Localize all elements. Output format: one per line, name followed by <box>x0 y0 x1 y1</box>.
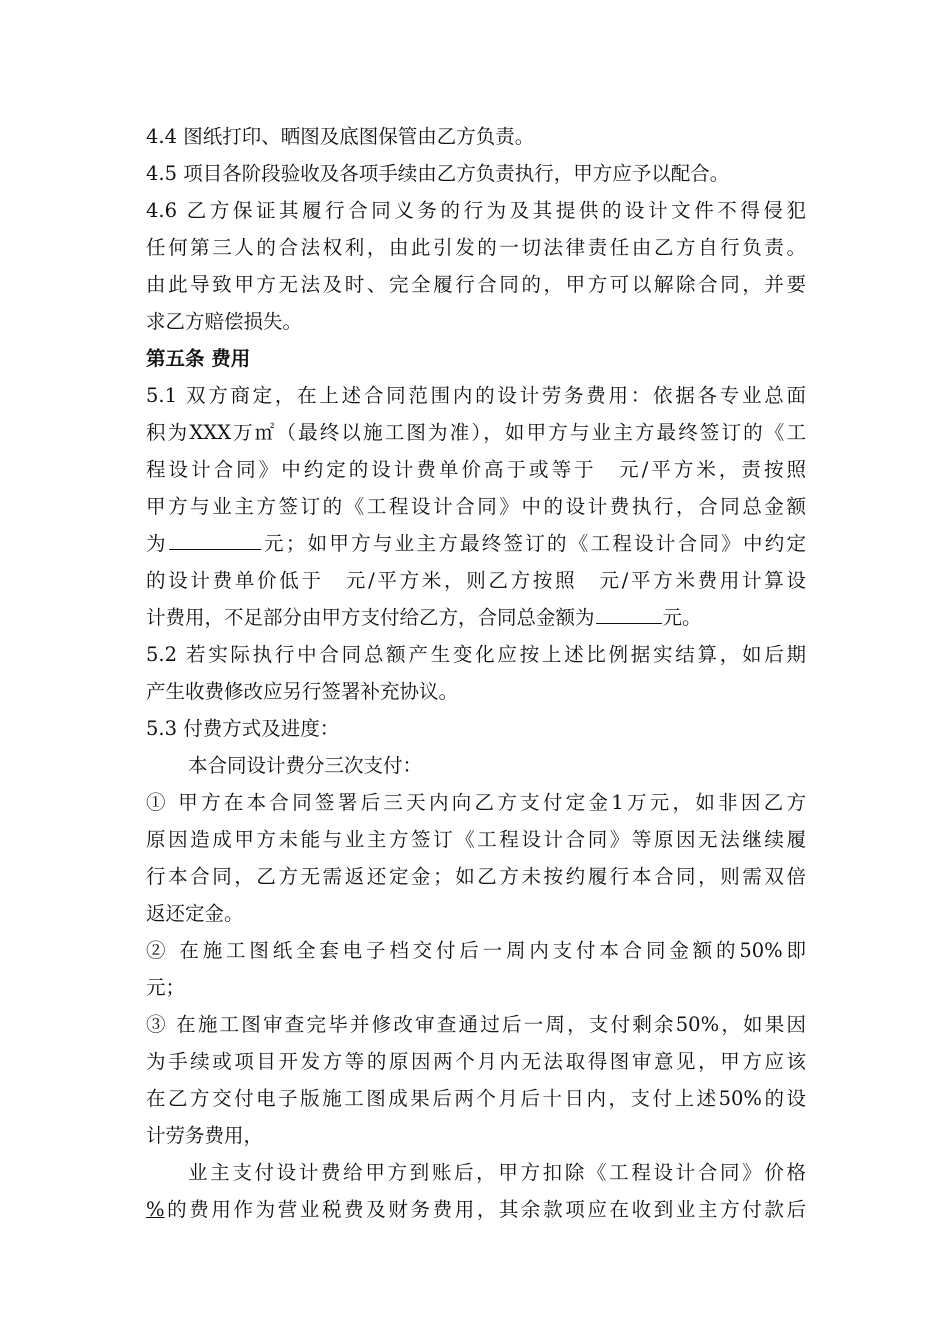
clause-4-6-line-4: 求乙方赔偿损失。 <box>146 310 303 333</box>
payment-item-1-line-1: ① 甲方在本合同签署后三天内向乙方支付定金1万元，如非因乙方 <box>146 791 806 814</box>
payment-item-3-line-2: 为手续或项目开发方等的原因两个月内无法取得图审意见，甲方应该 <box>146 1050 806 1073</box>
clause-4-6-line-1: 4.6 乙方保证其履行合同义务的行为及其提供的设计文件不得侵犯 <box>146 199 806 222</box>
payment-intro: 本合同设计费分三次支付： <box>188 754 423 777</box>
clause-5-1-line-5 <box>146 525 806 562</box>
payment-item-3-line-1: ③ 在施工图审查完毕并修改审查通过后一周，支付剩余50%，如果因 <box>146 1013 806 1036</box>
percent-underlined: % <box>146 1198 165 1221</box>
clause-4-6-line-3: 由此导致甲方无法及时、完全履行合同的，甲方可以解除合同，并要 <box>146 273 806 296</box>
amount-blank <box>169 527 261 550</box>
payment-item-1-line-3: 行本合同，乙方无需返还定金；如乙方未按约履行本合同，则需双倍 <box>146 865 806 888</box>
payment-item-2-line-1: ② 在施工图纸全套电子档交付后一周内支付本合同金额的50%即 <box>146 939 806 962</box>
text-segment: 的费用作为营业税费及财务费用，其余款项应在收到业主方付款后 <box>164 1198 806 1221</box>
document-page <box>146 118 806 1228</box>
text-segment: 元；如甲方与业主方最终签订的《工程设计合同》中约定 <box>261 532 806 555</box>
payment-item-3-line-3: 在乙方交付电子版施工图成果后两个月后十日内，支付上述50%的设 <box>146 1087 806 1110</box>
owner-payment-line-2 <box>146 1191 806 1228</box>
clause-5-2-line-2: 产生收费修改应另行签署补充协议。 <box>146 680 459 703</box>
clause-5-1-line-2: 积为XXX万㎡（最终以施工图为准），如甲方与业主方最终签订的《工 <box>146 421 806 444</box>
clause-4-6-line-2: 任何第三人的合法权利，由此引发的一切法律责任由乙方自行负责。 <box>146 236 806 259</box>
clause-4-5: 4.5 项目各阶段验收及各项手续由乙方负责执行，甲方应予以配合。 <box>146 162 730 185</box>
text-segment: 为 <box>146 532 168 555</box>
clause-5-1-line-6: 的设计费单价低于 元/平方米，则乙方按照 元/平方米费用计算设 <box>146 569 806 592</box>
payment-item-1-line-4: 返还定金。 <box>146 902 244 925</box>
section-heading-article-5: 第五条 费用 <box>146 347 251 370</box>
payment-item-2-line-2: 元； <box>146 976 186 999</box>
total-amount-blank <box>596 601 662 624</box>
payment-item-1-line-2: 原因造成甲方未能与业主方签订《工程设计合同》等原因无法继续履 <box>146 828 806 851</box>
owner-payment-line-1: 业主支付设计费给甲方到账后，甲方扣除《工程设计合同》价格 <box>188 1161 806 1184</box>
clause-5-1-line-4: 甲方与业主方签订的《工程设计合同》中的设计费执行，合同总金额 <box>146 495 806 518</box>
payment-item-3-line-4: 计劳务费用， <box>146 1124 264 1147</box>
text-segment: 元。 <box>662 606 702 629</box>
text-segment: 计费用，不足部分由甲方支付给乙方，合同总金额为 <box>146 606 595 629</box>
clause-5-1-line-7 <box>146 599 806 636</box>
clause-5-1-line-1: 5.1 双方商定，在上述合同范围内的设计劳务费用：依据各专业总面 <box>146 384 806 407</box>
clause-5-2-line-1: 5.2 若实际执行中合同总额产生变化应按上述比例据实结算，如后期 <box>146 643 806 666</box>
clause-5-1-line-3: 程设计合同》中约定的设计费单价高于或等于 元/平方米，责按照 <box>146 458 806 481</box>
clause-4-4: 4.4 图纸打印、晒图及底图保管由乙方负责。 <box>146 125 535 148</box>
clause-5-3-title: 5.3 付费方式及进度： <box>146 717 340 740</box>
